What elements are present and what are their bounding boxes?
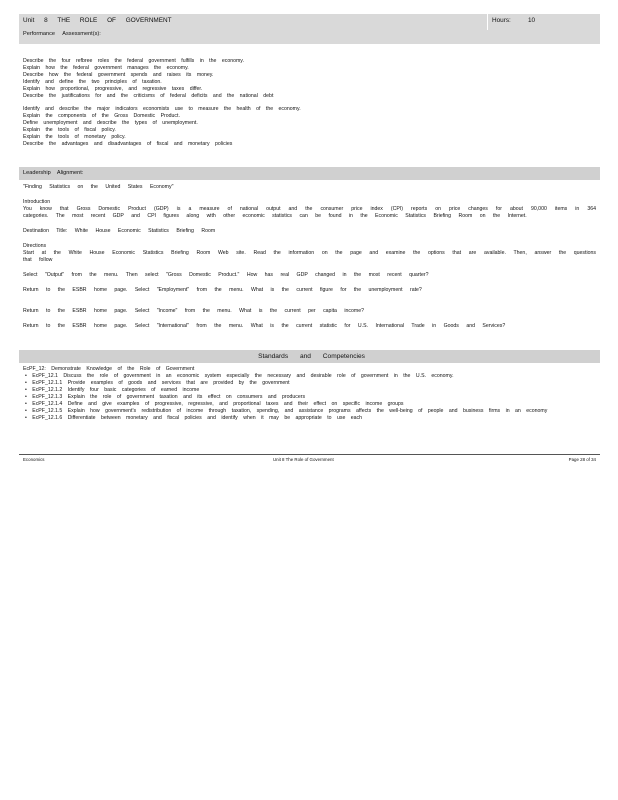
standard-item: • EcPF_12.1.3 Explain the role of government taxation and its effect on consumers and producers — [25, 394, 306, 401]
objective: Identify and define the two principles of taxation. — [23, 79, 162, 86]
hours-value: 10 — [528, 17, 536, 24]
question-3: Return to the ESBR home page. Select "Income" from the menu. What is the current per capita income? — [23, 308, 364, 315]
question-1: Select "Output" from the menu. Then select "Gross Domestic Product." How has real GDP changed in the most recent quarter? — [23, 272, 429, 279]
objective: Explain the tools of monetary policy. — [23, 134, 126, 141]
destination-text: Destination Title: White House Economic Statistics Briefing Room — [23, 228, 216, 235]
objective: Describe the advantages and disadvantages of fiscal and monetary policies — [23, 141, 233, 148]
intro-label: Introduction — [23, 199, 51, 206]
question-4: Return to the ESBR home page. Select "International" from the menu. What is the current statistic for U.S. International Trade in Goods and Services? — [23, 323, 506, 330]
hours-label: Hours: — [492, 17, 511, 24]
standard-main: EcPF_12: Demonstrate Knowledge of the Role of Government — [23, 366, 195, 372]
footer-unit: Unit 8 The Role of Government — [273, 457, 334, 462]
objective: Describe the four refbree roles the federal government fulfills in the economy. — [23, 58, 244, 64]
objective: Describe the justifications for and the criticisms of federal deficits and the national debt — [23, 93, 274, 100]
leadership-section — [19, 180, 600, 350]
standard-item: • EcPF_12.1.5 Explain how government's redistribution of income through taxation, spending, and assistance programs affects the well-being of people and business firms in an economy — [25, 408, 548, 415]
hours-block — [492, 17, 536, 26]
standard-item: • EcPF_12.1.1 Provide examples of goods and services that are provided by the government — [25, 380, 290, 387]
standard-item: • EcPF_12.1.2 Identify four basic categories of earned income — [25, 387, 200, 394]
standards-heading: Standards and Competencies — [19, 350, 600, 363]
directions-text: Start at the White House Economic Statistics Briefing Room Web site. Read the information on the page and examine the options that are available. Then, answer the questions that follow — [23, 250, 596, 264]
unit-header — [19, 14, 600, 44]
objectives-list — [19, 44, 600, 167]
objective: Define unemployment and describe the types of unemployment. — [23, 120, 198, 127]
standard-item: • EcPF_12.1.6 Differentiate between monetary and fiscal policies and identify when it may be appropriate to use each — [25, 415, 363, 422]
document-page — [19, 14, 600, 465]
standard-item: • EcPF_12.1.4 Define and give examples of progressive, regressive, and proportional taxes and their effect on specific income groups — [25, 401, 404, 408]
performance-label: Performance Assessment(s): — [23, 31, 101, 37]
objective: Explain the tools of fiscal policy. — [23, 127, 116, 134]
activity-title: "Finding Statistics on the United States Economy" — [23, 184, 174, 190]
page-footer — [19, 454, 600, 465]
objective: Explain how proportional, progressive, and regressive taxes differ. — [23, 86, 203, 93]
objective: Explain how the federal government manages the economy. — [23, 65, 189, 72]
standards-section — [19, 363, 600, 454]
objective: Identify and describe the major indicators economists use to measure the health of the economy. — [23, 106, 301, 113]
question-2: Return to the ESBR home page. Select "Employment" from the menu. What is the current figure for the unemployment rate? — [23, 287, 422, 294]
intro-text: You know that Gross Domestic Product (GDP) is a measure of national output and the consumer price index (CPI) reports on price changes for about 90,000 items in 364 categories. The most recent GDP and CPI figures along with other economic statistics can be found in the Economic Statistics Briefing Room on the Internet. — [23, 206, 596, 220]
footer-course: Economics — [23, 457, 45, 462]
footer-page-number: Page 28 of 34 — [568, 457, 596, 462]
directions-label: Directions — [23, 243, 47, 250]
leadership-heading: Leadership Alignment: — [19, 167, 600, 180]
header-divider — [487, 14, 488, 30]
objective: Explain the components of the Gross Domestic Product. — [23, 113, 180, 120]
unit-title: Unit 8 THE ROLE OF GOVERNMENT — [23, 17, 172, 24]
objective: Describe how the federal government spends and raises its money. — [23, 72, 214, 79]
standard-item: • EcPF_12.1 Discuss the role of government in an economic system especially the necessary and desirable role of government in the U.S. economy. — [25, 373, 454, 380]
